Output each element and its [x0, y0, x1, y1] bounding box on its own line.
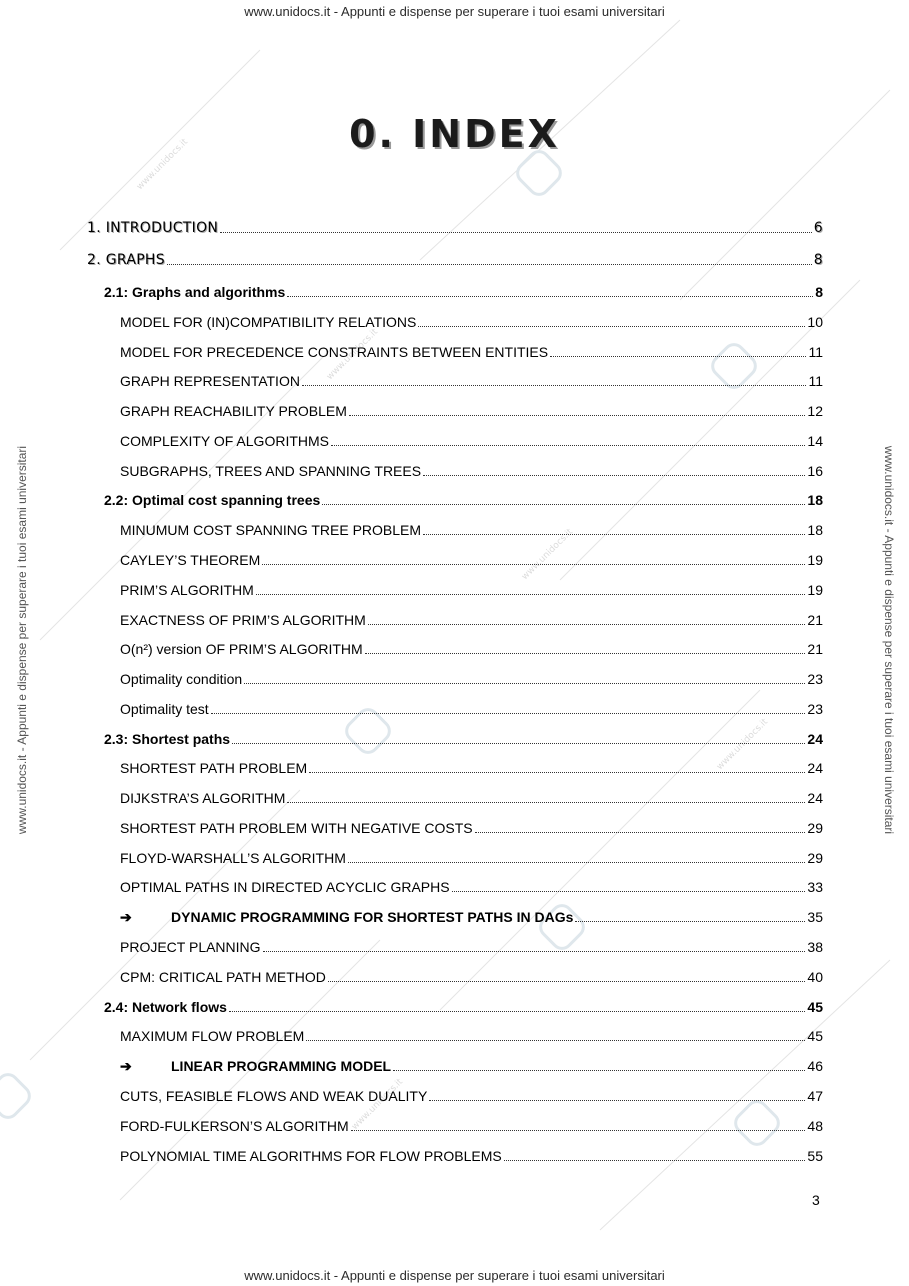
header-banner — [0, 4, 909, 19]
toc-entry-label — [120, 1147, 502, 1165]
svg-text:www.unidocs.it: www.unidocs.it — [325, 327, 381, 383]
dot-leader — [348, 862, 806, 863]
toc-entry[interactable] — [120, 753, 823, 777]
toc-entry-page: 8 — [815, 284, 823, 300]
toc-entry-text: Optimality condition — [120, 671, 243, 687]
toc-entry-text: O(n²) version OF PRIM’S ALGORITHM — [120, 641, 363, 657]
toc-entry[interactable] — [120, 843, 823, 867]
toc-entry-label — [120, 640, 363, 658]
toc-entry-page: 33 — [807, 879, 823, 895]
toc-entry-text: Optimality test — [120, 701, 209, 717]
dot-leader — [287, 296, 813, 297]
toc-entry-page: 47 — [807, 1088, 823, 1104]
toc-entry-label — [120, 521, 421, 539]
toc-entry[interactable] — [120, 872, 823, 896]
arrow-icon: ➔ — [120, 1058, 132, 1074]
toc-entry-text: COMPLEXITY OF ALGORITHMS — [120, 433, 330, 449]
dot-leader — [475, 832, 806, 833]
toc-entry-page: 29 — [807, 850, 823, 866]
dot-leader — [429, 1100, 805, 1101]
toc-entry-text: 2.2: Optimal cost spanning trees — [104, 492, 321, 508]
toc-entry-text: SUBGRAPHS, TREES AND SPANNING TREES — [120, 463, 422, 479]
page-title: 0. INDEX — [349, 112, 560, 156]
toc-entry-label — [120, 938, 261, 956]
toc-entry-text: GRAPH REPRESENTATION — [120, 373, 300, 389]
toc-entry[interactable] — [120, 1141, 823, 1165]
toc-entry-page: 11 — [808, 373, 823, 389]
dot-leader — [550, 356, 806, 357]
toc-entry-label — [87, 251, 165, 269]
toc-entry-text: DIJKSTRA’S ALGORITHM — [120, 790, 286, 806]
toc-entry-page: 24 — [807, 790, 823, 806]
dot-leader — [349, 415, 806, 416]
toc-entry-page: 6 — [813, 220, 823, 236]
toc-entry-label — [120, 611, 366, 629]
toc-entry-label — [120, 819, 473, 837]
toc-entry[interactable] — [120, 545, 823, 569]
toc-entry[interactable] — [120, 813, 823, 837]
svg-text:www.unidocs.it: www.unidocs.it — [715, 717, 771, 773]
toc-entry-text: 1. INTRODUCTION — [87, 220, 219, 236]
toc-entry-page: 40 — [807, 969, 823, 985]
dot-leader — [423, 534, 805, 535]
toc-entry[interactable] — [104, 724, 823, 748]
toc-entry-page: 48 — [807, 1118, 823, 1134]
dot-leader — [287, 802, 805, 803]
toc-entry-label — [120, 343, 548, 361]
toc-entry[interactable] — [120, 932, 823, 956]
footer-banner-text: www.unidocs.it - Appunti e dispense per superare i tuoi esami universitari — [244, 1268, 665, 1283]
toc-entry[interactable] — [120, 1111, 823, 1135]
toc-entry-text: PRIM’S ALGORITHM — [120, 582, 254, 598]
toc-entry-label — [120, 313, 416, 331]
toc-entry[interactable] — [120, 1021, 823, 1045]
toc-entry-page: 18 — [807, 492, 823, 508]
toc-entry-label — [120, 1057, 391, 1075]
header-banner-text: www.unidocs.it - Appunti e dispense per superare i tuoi esami universitari — [244, 4, 665, 19]
dot-leader — [365, 653, 806, 654]
toc-entry-label — [120, 759, 307, 777]
toc-entry-page: 19 — [807, 552, 823, 568]
toc-entry-page: 46 — [807, 1058, 823, 1074]
svg-text:www.unidocs.it: www.unidocs.it — [520, 527, 576, 583]
toc-entry-label — [120, 551, 260, 569]
toc-entry-page: 8 — [813, 252, 823, 268]
toc-entry-text: 2.4: Network flows — [104, 999, 227, 1015]
toc-entry-text: 2. GRAPHS — [87, 252, 165, 268]
toc-entry[interactable] — [120, 1081, 823, 1105]
dot-leader — [368, 624, 806, 625]
toc-entry-text: CUTS, FEASIBLE FLOWS AND WEAK DUALITY — [120, 1088, 428, 1104]
dot-leader — [331, 445, 805, 446]
toc-entry-label — [104, 283, 285, 301]
toc-entry-page: 21 — [807, 612, 823, 628]
dot-leader — [504, 1160, 806, 1161]
toc-entry-page: 16 — [807, 463, 823, 479]
toc-entry-text: SHORTEST PATH PROBLEM — [120, 760, 308, 776]
toc-entry-text: FLOYD-WARSHALL’S ALGORITHM — [120, 850, 346, 866]
toc-entry-text: 2.3: Shortest paths — [104, 731, 231, 747]
toc-entry-label — [120, 878, 450, 896]
dot-leader — [229, 1011, 806, 1012]
toc-entry-label — [104, 730, 230, 748]
dot-leader — [351, 1130, 806, 1131]
toc-entry-label — [120, 849, 346, 867]
toc-entry-label — [120, 1087, 427, 1105]
toc-entry-label — [120, 402, 347, 420]
toc-entry-page: 21 — [807, 641, 823, 657]
dot-leader — [256, 594, 806, 595]
toc-entry-label — [120, 581, 254, 599]
dot-leader — [418, 326, 805, 327]
toc-entry-text: MODEL FOR (IN)COMPATIBILITY RELATIONS — [120, 314, 417, 330]
toc-entry-text: LINEAR PROGRAMMING MODEL — [171, 1058, 392, 1074]
dot-leader — [244, 683, 805, 684]
toc-entry-page: 35 — [807, 909, 823, 925]
dot-leader — [306, 1040, 805, 1041]
toc-entry-page: 38 — [807, 939, 823, 955]
toc-entry-label — [120, 700, 209, 718]
toc-entry-label — [120, 789, 285, 807]
right-side-watermark: www.unidocs.it - Appunti e dispense per superare i tuoi esami universitari — [882, 445, 896, 835]
arrow-icon: ➔ — [120, 909, 132, 925]
toc-entry-label — [120, 908, 573, 926]
toc-entry[interactable] — [104, 992, 823, 1016]
toc-entry[interactable] — [87, 245, 823, 269]
toc-entry-text: PROJECT PLANNING — [120, 939, 261, 955]
dot-leader — [328, 981, 806, 982]
toc-entry[interactable] — [120, 664, 823, 688]
dot-leader — [302, 385, 807, 386]
toc-entry-text: MINUMUM COST SPANNING TREE PROBLEM — [120, 522, 422, 538]
toc-entry-page: 18 — [807, 522, 823, 538]
toc-entry[interactable] — [120, 366, 823, 390]
dot-leader — [220, 232, 812, 233]
dot-leader — [262, 564, 805, 565]
toc-entry-page: 24 — [807, 760, 823, 776]
toc-entry-page: 14 — [807, 433, 823, 449]
toc-entry-label — [120, 1117, 349, 1135]
toc-entry-text: CAYLEY’S THEOREM — [120, 552, 261, 568]
toc-entry-page: 23 — [807, 701, 823, 717]
left-side-watermark: www.unidocs.it - Appunti e dispense per superare i tuoi esami universitari — [15, 445, 29, 835]
toc-entry[interactable] — [120, 902, 823, 926]
svg-text:www.unidocs.it: www.unidocs.it — [350, 1077, 406, 1133]
toc-entry-label — [104, 491, 320, 509]
dot-leader — [232, 743, 805, 744]
toc-entry[interactable] — [120, 515, 823, 539]
toc-entry-text: 2.1: Graphs and algorithms — [104, 284, 286, 300]
toc-entry-label — [120, 670, 242, 688]
dot-leader — [575, 921, 805, 922]
dot-leader — [322, 504, 805, 505]
svg-text:www.unidocs.it: www.unidocs.it — [135, 137, 191, 193]
dot-leader — [423, 475, 805, 476]
toc-entry[interactable] — [120, 575, 823, 599]
toc-entry[interactable] — [87, 213, 823, 237]
dot-leader — [211, 713, 806, 714]
toc-entry[interactable] — [120, 456, 823, 480]
toc-entry[interactable] — [120, 694, 823, 718]
dot-leader — [309, 772, 805, 773]
toc-entry-text: GRAPH REACHABILITY PROBLEM — [120, 403, 347, 419]
toc-entry[interactable] — [104, 485, 823, 509]
toc-entry-label — [87, 219, 218, 237]
toc-entry[interactable] — [120, 307, 823, 331]
toc-entry-text: MODEL FOR PRECEDENCE CONSTRAINTS BETWEEN ENTITIES — [120, 344, 549, 360]
toc-entry[interactable] — [120, 396, 823, 420]
toc-entry-label — [120, 968, 326, 986]
dot-leader — [263, 951, 806, 952]
toc-entry-page: 23 — [807, 671, 823, 687]
toc-entry-label — [104, 998, 227, 1016]
toc-entry[interactable] — [120, 337, 823, 361]
toc-entry-text: CPM: CRITICAL PATH METHOD — [120, 969, 326, 985]
toc-entry-page: 29 — [807, 820, 823, 836]
page-number: 3 — [812, 1192, 820, 1208]
toc-entry[interactable] — [104, 277, 823, 301]
toc-entry-text: FORD-FULKERSON’S ALGORITHM — [120, 1118, 349, 1134]
toc-entry-page: 45 — [807, 1028, 823, 1044]
toc-entry-page: 12 — [807, 403, 823, 419]
toc-entry-page: 24 — [807, 731, 823, 747]
toc-entry-page: 45 — [807, 999, 823, 1015]
dot-leader — [393, 1070, 805, 1071]
toc-entry-text: MAXIMUM FLOW PROBLEM — [120, 1028, 305, 1044]
toc-entry[interactable] — [120, 426, 823, 450]
dot-leader — [167, 264, 812, 265]
toc-entry-label — [120, 372, 300, 390]
toc-entry-text: OPTIMAL PATHS IN DIRECTED ACYCLIC GRAPHS — [120, 879, 450, 895]
toc-entry[interactable] — [120, 1051, 823, 1075]
toc-entry-label — [120, 1027, 304, 1045]
toc-entry[interactable] — [120, 783, 823, 807]
toc-entry[interactable] — [120, 634, 823, 658]
toc-entry-text: POLYNOMIAL TIME ALGORITHMS FOR FLOW PROBLEMS — [120, 1148, 502, 1164]
dot-leader — [452, 891, 806, 892]
toc-entry-text: DYNAMIC PROGRAMMING FOR SHORTEST PATHS IN DAGs — [171, 909, 574, 925]
footer-banner — [0, 1268, 909, 1283]
toc-entry[interactable] — [120, 962, 823, 986]
toc-entry[interactable] — [120, 605, 823, 629]
toc-entry-page: 55 — [807, 1148, 823, 1164]
toc-entry-label — [120, 432, 329, 450]
toc-entry-page: 10 — [807, 314, 823, 330]
toc-entry-text: SHORTEST PATH PROBLEM WITH NEGATIVE COSTS — [120, 820, 473, 836]
toc-entry-text: EXACTNESS OF PRIM’S ALGORITHM — [120, 612, 366, 628]
toc-entry-page: 19 — [807, 582, 823, 598]
toc-entry-page: 11 — [808, 344, 823, 360]
toc-entry-label — [120, 462, 421, 480]
